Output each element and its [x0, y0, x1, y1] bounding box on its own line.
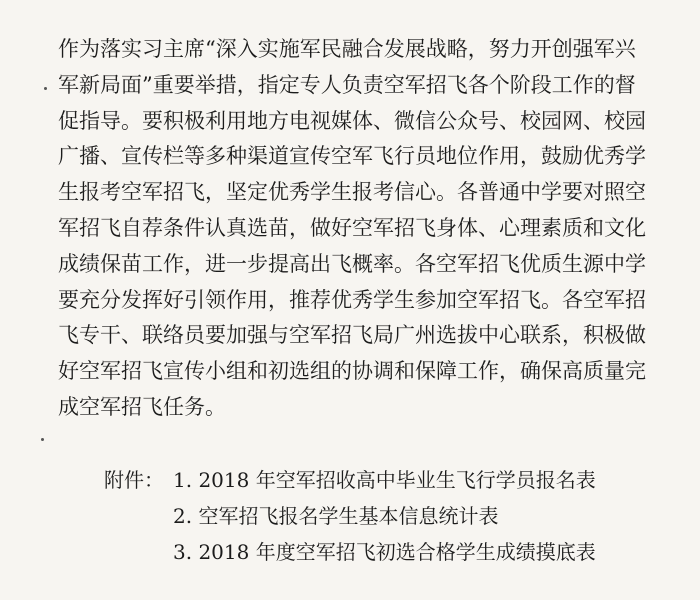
paragraph-line: 飞专干、联络员要加强与空军招飞局广州选拔中心联系，积极做 — [58, 323, 646, 348]
paragraph-line: 成空军招飞任务。 — [58, 394, 226, 419]
paragraph-line: 广播、宣传栏等多种渠道宣传空军飞行员地位作用，鼓励优秀学 — [58, 144, 646, 169]
paragraph-line: 军新局面”重要举措，指定专人负责空军招飞各个阶段工作的督 — [58, 72, 636, 97]
scan-speck — [41, 438, 44, 441]
attachments-label: 附件： — [104, 468, 164, 492]
attachment-item: 2. 空军招飞报名学生基本信息统计表 — [173, 504, 499, 528]
body-paragraph — [58, 32, 658, 426]
paragraph-line: 作为落实习主席“深入实施军民融合发展战略，努力开创强军兴 — [58, 37, 636, 61]
paragraph-line: 促指导。要积极利用地方电视媒体、微信公众号、校园网、校园 — [58, 108, 646, 133]
paragraph-line: 好空军招飞宣传小组和初选组的协调和保障工作，确保高质量完 — [58, 359, 646, 384]
attachment-item: 1. 2018 年空军招收高中毕业生飞行学员报名表 — [173, 468, 596, 492]
scan-speck — [44, 87, 47, 90]
paragraph-line: 军招飞自荐条件认真选苗，做好空军招飞身体、心理素质和文化 — [58, 215, 646, 240]
paragraph-line: 成绩保苗工作，进一步提高出飞概率。各空军招飞优质生源中学 — [58, 251, 646, 276]
attachment-item: 3. 2018 年度空军招飞初选合格学生成绩摸底表 — [173, 540, 596, 564]
paragraph-line: 要充分发挥好引领作用，推荐优秀学生参加空军招飞。各空军招 — [58, 287, 646, 312]
paragraph-line: 生报考空军招飞，坚定优秀学生报考信心。各普通中学要对照空 — [58, 180, 646, 205]
